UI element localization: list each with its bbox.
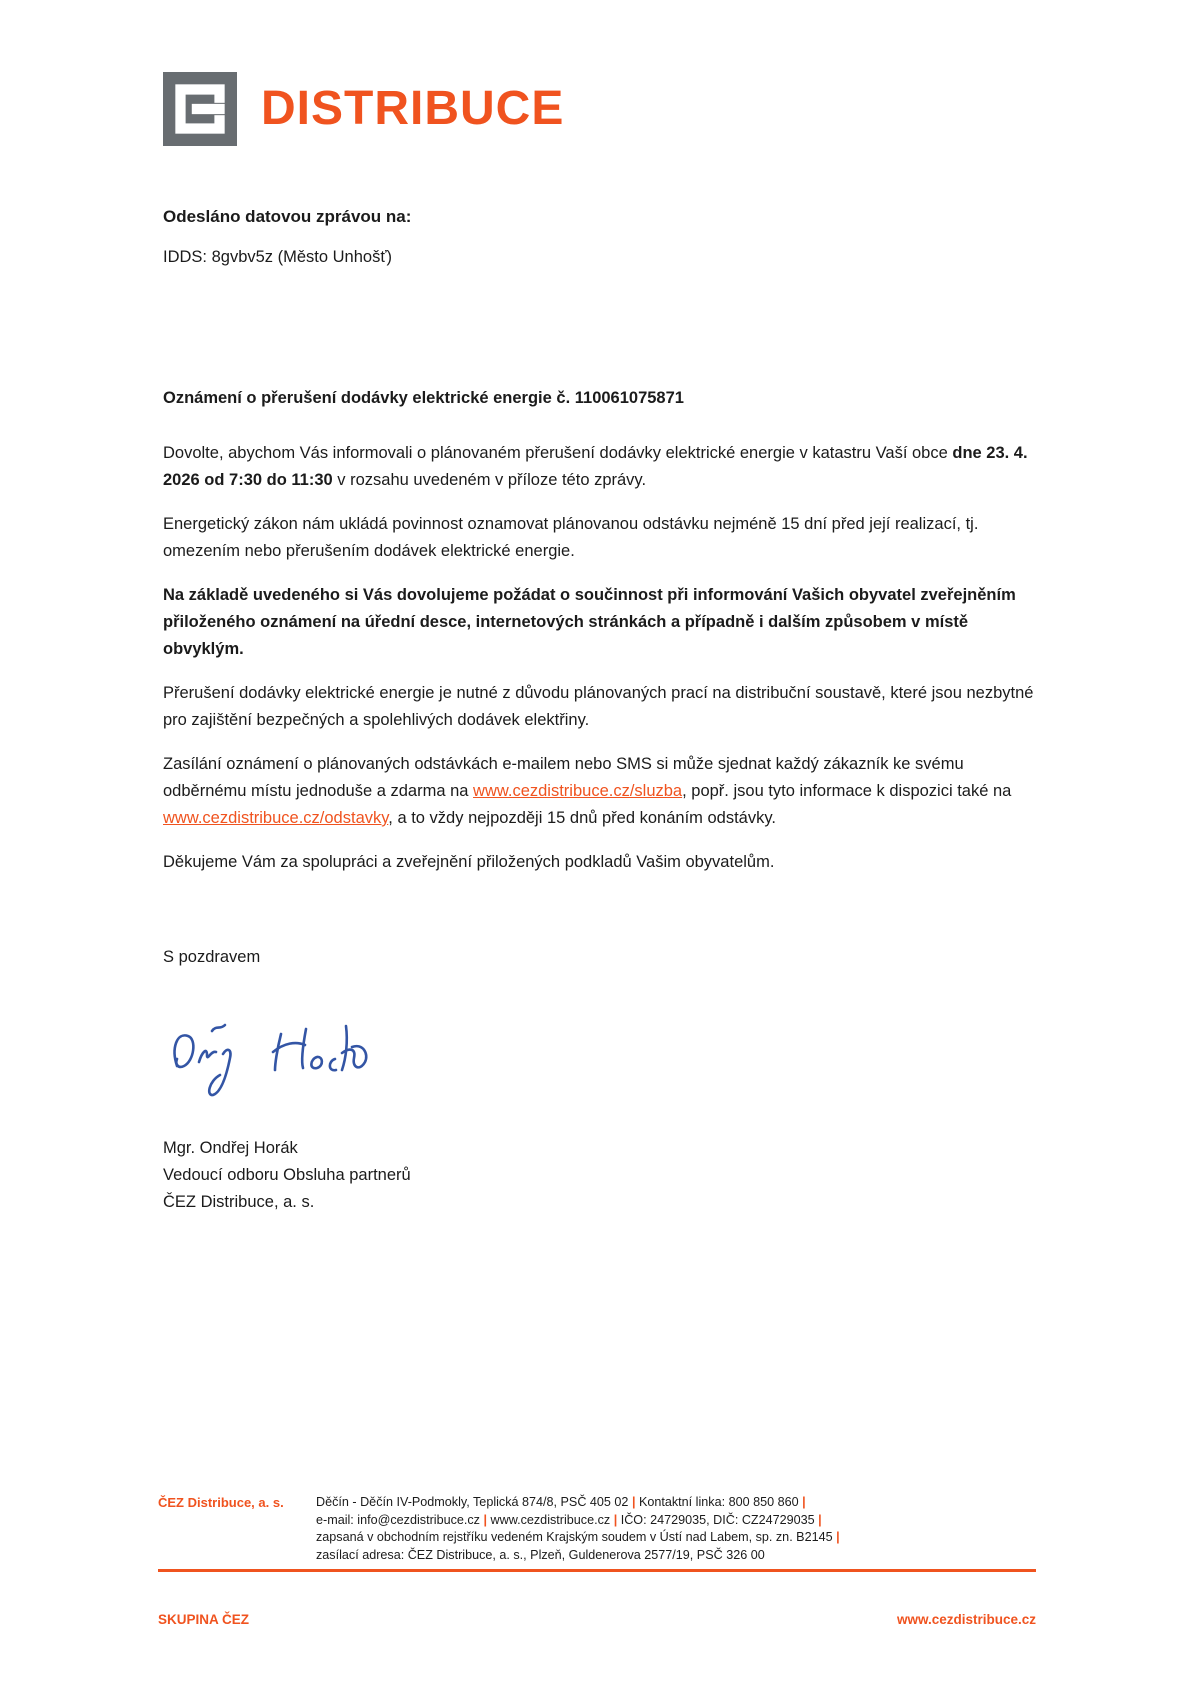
inline-link[interactable]: www.cezdistribuce.cz/odstavky <box>163 809 389 827</box>
footer-address-block <box>316 1494 840 1564</box>
idds-line: IDDS: 8gvbv5z (Město Unhošť) <box>163 248 393 266</box>
footer-line: zasílací adresa: ČEZ Distribuce, a. s., Plzeň, Guldenerova 2577/19, PSČ 326 00 <box>316 1547 765 1562</box>
paragraph-thanks: Děkujeme Vám za spolupráci a zveřejnění přiložených podkladů Vašim obyvatelům. <box>163 853 775 871</box>
sent-block <box>163 205 411 269</box>
paragraph-intro: Dovolte, abychom Vás informovali o plánovaném přerušení dodávky elektrické energie v katastru Vaší obce dne 23. 4. 2026 od 7:30 do 11:30 v rozsahu uvedeném v příloze této zprávy. <box>163 444 1028 489</box>
signatory-block <box>163 1135 1041 1216</box>
footer-line: Děčín - Děčín IV-Podmokly, Teplická 874/8, PSČ 405 02 | Kontaktní linka: 800 850 860 | <box>316 1495 806 1509</box>
signatory-name: Mgr. Ondřej Horák <box>163 1139 298 1157</box>
footer-website: www.cezdistribuce.cz <box>896 1612 1036 1627</box>
footer-divider <box>158 1569 1036 1572</box>
paragraph-law: Energetický zákon nám ukládá povinnost oznamovat plánovanou odstávku nejméně 15 dní před její realizací, tj. omezením nebo přerušením dodávek elektrické energie. <box>163 515 979 560</box>
group-label: SKUPINA ČEZ <box>158 1612 250 1627</box>
paragraph-subscription: Zasílání oznámení o plánovaných odstávkách e-mailem nebo SMS si může sjednat každý zákazník ke svému odběrnému místu jednoduše a zdarma na www.cezdistribuce.cz/sluzba, popř. jsou tyto informace k dispozici také na www.cezdistribuce.cz/odstavky, a to vždy nejpozději 15 dnů před konáním odstávky. <box>163 755 1012 827</box>
signatory-company: ČEZ Distribuce, a. s. <box>163 1193 315 1211</box>
salutation: S pozdravem <box>163 948 261 966</box>
brand-wordmark: DISTRIBUCE <box>261 82 565 135</box>
letter-body <box>163 440 1041 1216</box>
sent-heading: Odesláno datovou zprávou na: <box>163 207 412 226</box>
footer-company: ČEZ Distribuce, a. s. <box>158 1495 284 1510</box>
paragraph-reason: Přerušení dodávky elektrické energie je nutné z důvodu plánovaných prací na distribuční soustavě, které jsou nezbytné pro zajištění bezpečných a spolehlivých dodávek elektřiny. <box>163 684 1034 729</box>
inline-link[interactable]: www.cezdistribuce.cz/sluzba <box>473 782 683 800</box>
footer-line: e-mail: info@cezdistribuce.cz | www.cezdistribuce.cz | IČO: 24729035, DIČ: CZ24729035 | <box>316 1512 822 1527</box>
bottom-row <box>158 1612 1036 1627</box>
signature-image <box>163 988 1041 1113</box>
logo <box>163 72 564 146</box>
footer-line: zapsaná v obchodním rejstříku vedeném Krajským soudem v Ústí nad Labem, sp. zn. B2145 | <box>316 1530 840 1544</box>
footer <box>158 1494 1038 1564</box>
cez-logo-icon <box>163 72 237 146</box>
paragraph-request: Na základě uvedeného si Vás dovolujeme požádat o součinnost při informování Vašich obyvatel zveřejněním přiloženého oznámení na úřední desce, internetových stránkách a případně i dalším způsobem v místě obvyklým. <box>163 586 1016 658</box>
signatory-title: Vedoucí odboru Obsluha partnerů <box>163 1166 411 1184</box>
subject-line: Oznámení o přerušení dodávky elektrické energie č. 110061075871 <box>163 389 684 407</box>
